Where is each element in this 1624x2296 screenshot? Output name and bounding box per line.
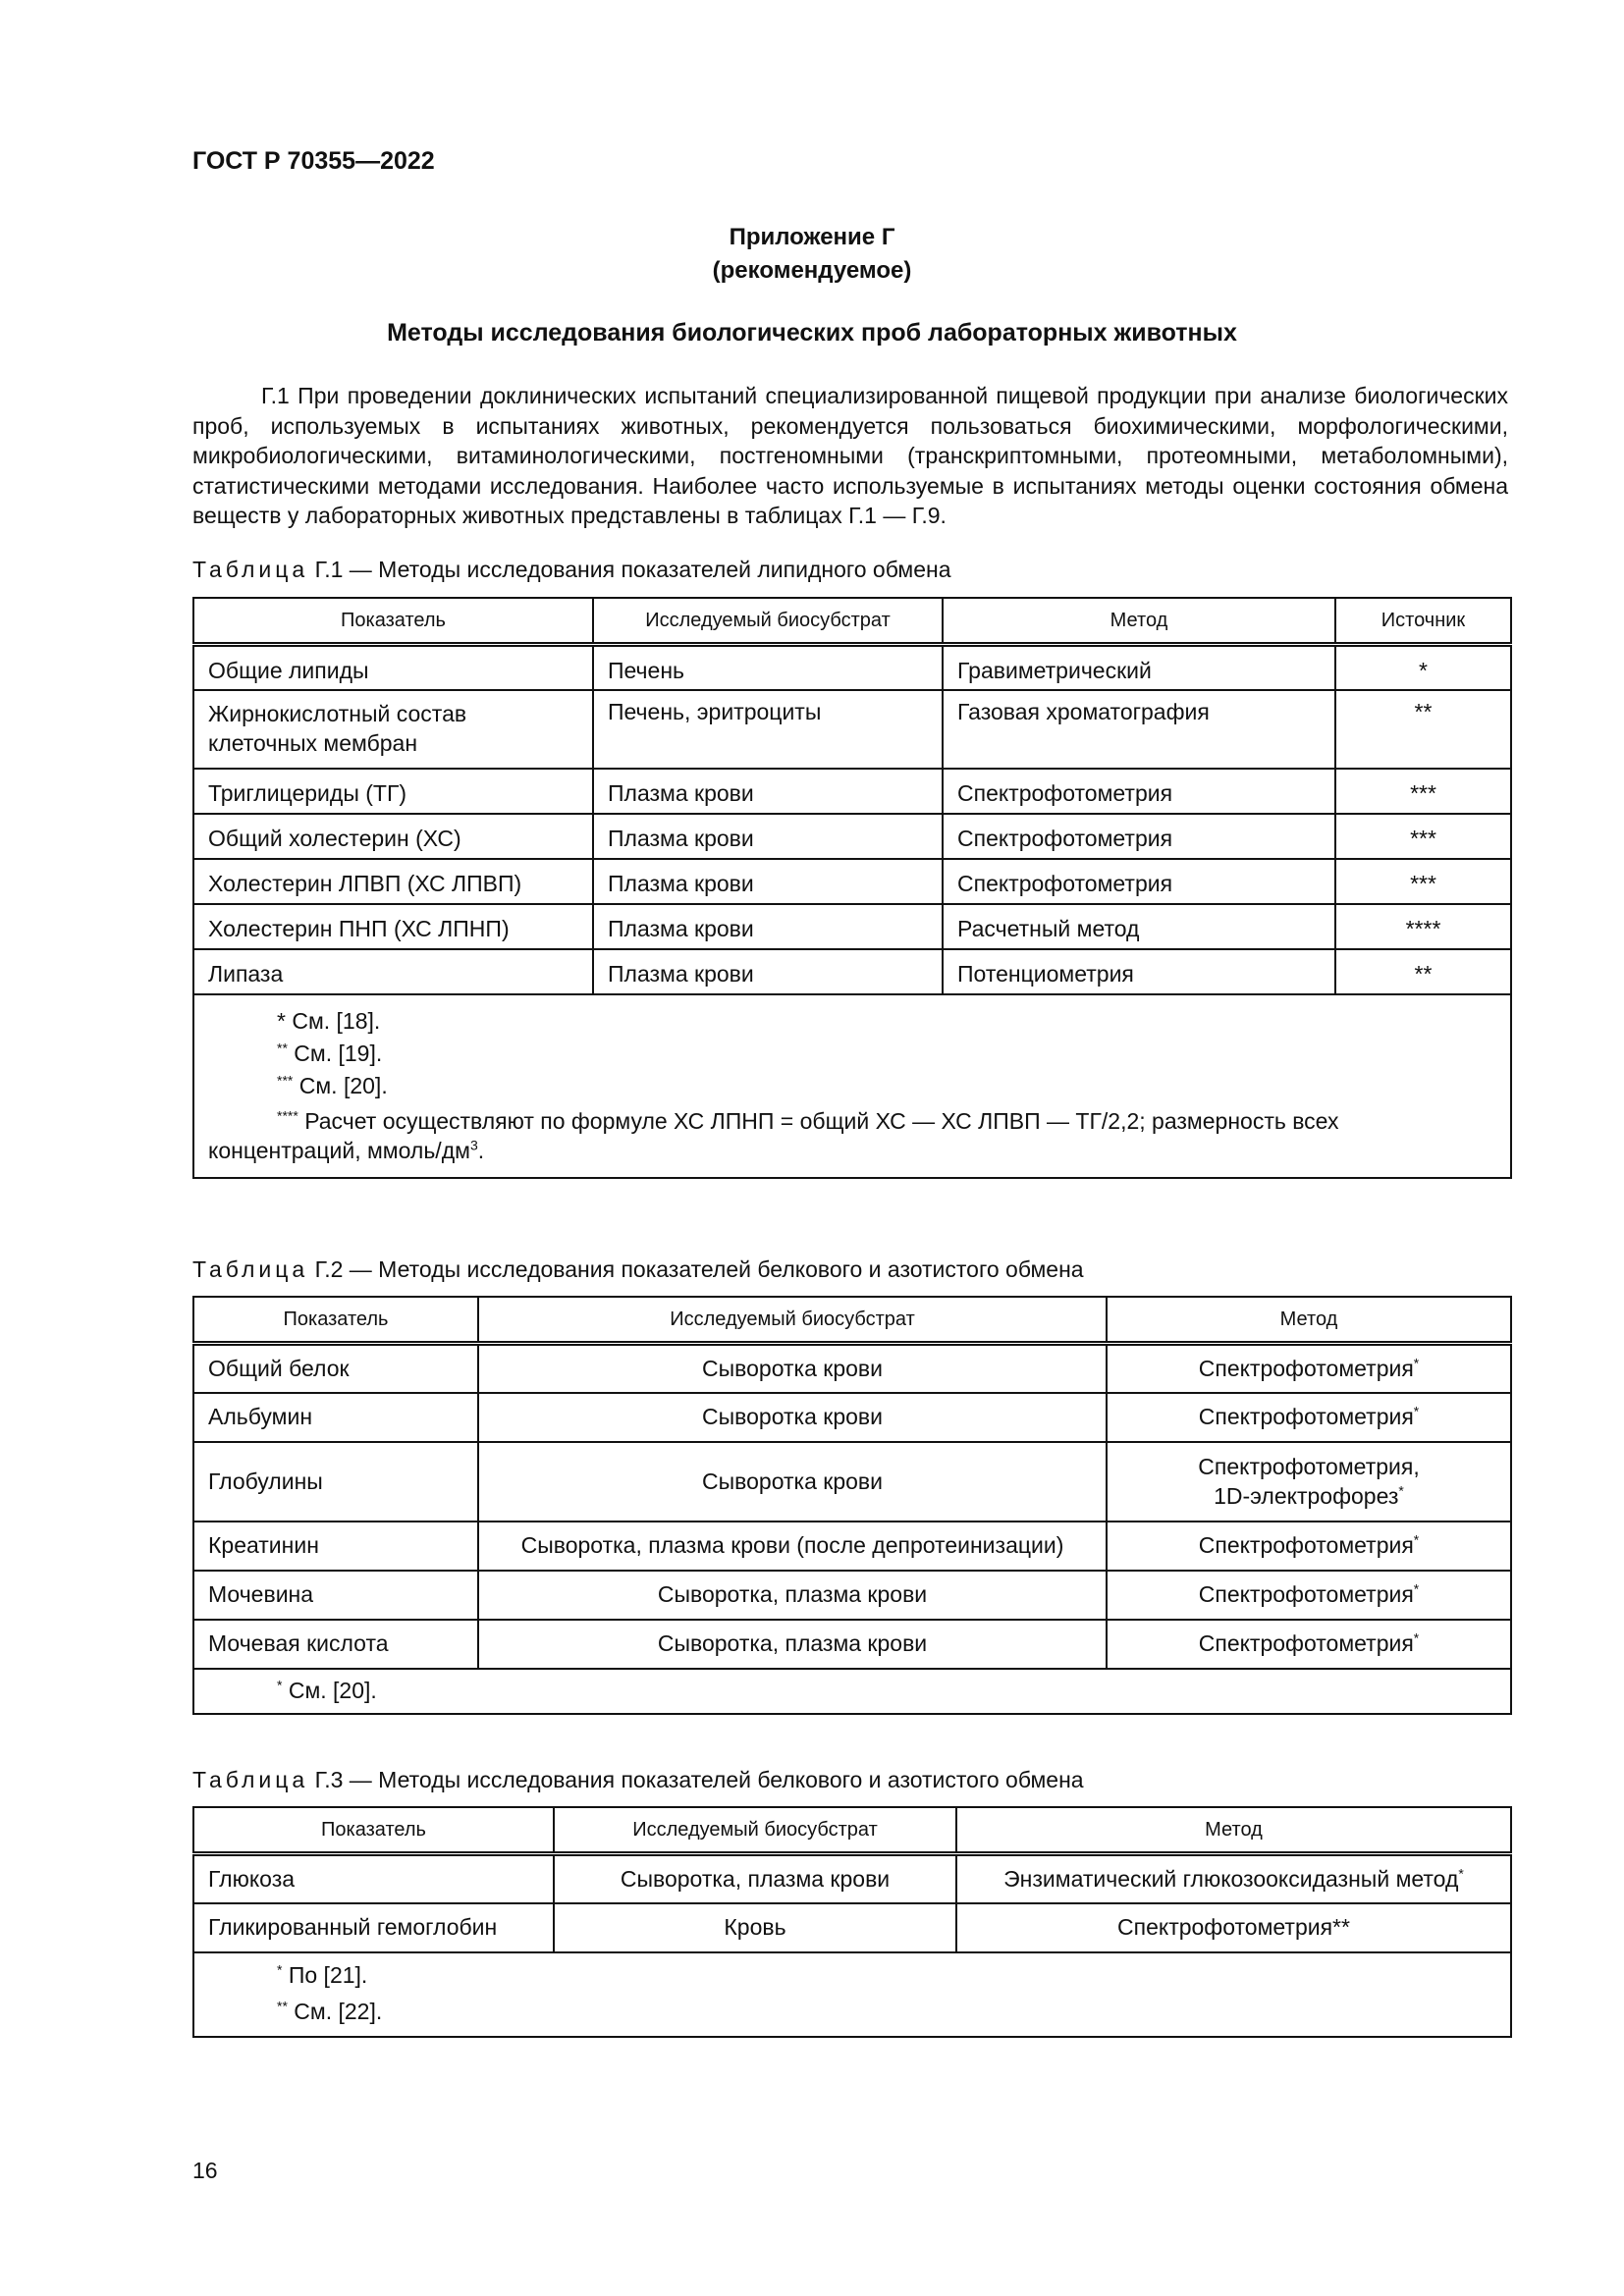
footnote-text: См. [19]. [294, 1040, 383, 1066]
table-cell: Сыворотка, плазма крови [478, 1620, 1107, 1669]
footnote-text: См. [20]. [288, 1678, 377, 1703]
table-cell: Сыворотка, плазма крови [554, 1854, 956, 1903]
table3-header-row [193, 1807, 1511, 1854]
table-cell: Плазма крови [593, 769, 943, 814]
table1-notes-row [193, 994, 1511, 1178]
table-row [193, 1344, 1511, 1393]
table-cell: Холестерин ПНП (ХС ЛПНП) [193, 904, 593, 949]
table2-header: Исследуемый биосубстрат [478, 1297, 1107, 1344]
table3 [192, 1806, 1512, 2038]
table1-header: Метод [943, 598, 1335, 645]
table-cell: Плазма крови [593, 859, 943, 904]
footnote-mark: * [1458, 1865, 1464, 1882]
table1-caption [192, 557, 951, 583]
table-cell: Глобулины [193, 1442, 478, 1522]
footnote-text: По [21]. [288, 1961, 368, 1988]
footnote-mark: * [277, 1960, 283, 1977]
appendix-subtitle: (рекомендуемое) [712, 257, 912, 284]
footnote-mark: *** [277, 1071, 294, 1088]
table3-header: Показатель [193, 1807, 554, 1854]
table-cell: Кровь [554, 1903, 956, 1952]
footnote [208, 1070, 1496, 1102]
table-cell: Холестерин ЛПВП (ХС ЛПВП) [193, 859, 593, 904]
footnote-mark: **** [277, 1106, 298, 1123]
table-cell: Плазма крови [593, 904, 943, 949]
table3-notes [193, 1952, 1511, 2037]
footnote-tail: . [477, 1137, 485, 1163]
table-cell: Печень [593, 645, 943, 690]
table-cell: Спектрофотометрия [943, 769, 1335, 814]
table-row [193, 814, 1511, 859]
footnote-text: См. [22]. [294, 1998, 383, 2024]
footnote-mark: * [1413, 1629, 1420, 1646]
footnote-superscript: 3 [469, 1136, 478, 1152]
table-cell [1107, 1620, 1511, 1669]
table3-header: Исследуемый биосубстрат [554, 1807, 956, 1854]
table-cell: Печень, эритроциты [593, 690, 943, 769]
table1 [192, 597, 1512, 1179]
table1-notes [193, 994, 1511, 1178]
table1-header: Показатель [193, 598, 593, 645]
table-cell: Альбумин [193, 1393, 478, 1442]
method-text: Спектрофотометрия, [1198, 1454, 1420, 1479]
table3-header: Метод [956, 1807, 1511, 1854]
table2-header-row [193, 1297, 1511, 1344]
table-row [193, 1393, 1511, 1442]
table-cell: Мочевая кислота [193, 1620, 478, 1669]
table-label: Таблица [192, 557, 309, 582]
table-cell: Общий холестерин (ХС) [193, 814, 593, 859]
footnote-mark: ** [277, 1997, 288, 2013]
table-cell: Спектрофотометрия [943, 814, 1335, 859]
table-cell: Сыворотка крови [478, 1442, 1107, 1522]
table-cell: Расчетный метод [943, 904, 1335, 949]
table1-header: Источник [1335, 598, 1511, 645]
table-cell: Мочевина [193, 1571, 478, 1620]
source-mark: * [1335, 645, 1511, 690]
footnote-mark: * [1413, 1580, 1420, 1597]
table-cell: Гравиметрический [943, 645, 1335, 690]
table-cell [1107, 1393, 1511, 1442]
table-cell: Сыворотка, плазма крови [478, 1571, 1107, 1620]
table-row [193, 1442, 1511, 1522]
table-cell [1107, 1442, 1511, 1522]
table1-caption-text: Г.1 — Методы исследования показателей липидного обмена [314, 557, 951, 582]
footnote [208, 1005, 1496, 1038]
table-cell: Гликированный гемоглобин [193, 1903, 554, 1952]
table-row [193, 1854, 1511, 1903]
method-text: Энзиматический глюкозооксидазный метод [1003, 1865, 1459, 1892]
footnote [208, 1994, 1496, 2030]
table-label: Таблица [192, 1256, 309, 1282]
table2-header: Метод [1107, 1297, 1511, 1344]
table-cell: Плазма крови [593, 949, 943, 994]
method-text: Спектрофотометрия [1198, 1630, 1414, 1656]
table-cell: Сыворотка крови [478, 1344, 1107, 1393]
table-cell: Плазма крови [593, 814, 943, 859]
table2-notes-row [193, 1669, 1511, 1714]
table3-notes-row [193, 1952, 1511, 2037]
footnote [208, 1957, 1496, 1994]
table2-header: Показатель [193, 1297, 478, 1344]
table-cell [1107, 1522, 1511, 1571]
table-row [193, 690, 1511, 769]
table-label: Таблица [192, 1767, 309, 1792]
table-cell [956, 1854, 1511, 1903]
source-mark: *** [1335, 859, 1511, 904]
table-cell: Жирнокислотный состав клеточных мембран [193, 690, 593, 769]
table-row [193, 769, 1511, 814]
intro-paragraph: Г.1 При проведении доклинических испытаний специализированной пищевой продукции при анализе биологических проб, используемых в испытаниях животных, рекомендуется пользоваться биохимическими, морфологическими, микробиологическими, витаминологическими, постгеномными (транскриптомными, протеомными, метаболомными), статистическими методами исследования. Наиболее часто используемые в испытаниях методы оценки состояния обмена веществ у лабораторных животных представлены в таблицах Г.1 — Г.9. [192, 383, 1508, 528]
footnote-mark: * [1398, 1482, 1404, 1499]
method-text: Спектрофотометрия [1198, 1581, 1414, 1607]
section-title: Методы исследования биологических проб лабораторных животных [387, 319, 1237, 347]
table-cell: Спектрофотометрия [943, 859, 1335, 904]
table-cell: Общий белок [193, 1344, 478, 1393]
table-cell: Спектрофотометрия** [956, 1903, 1511, 1952]
table2-caption-text: Г.2 — Методы исследования показателей белкового и азотистого обмена [314, 1256, 1084, 1282]
table3-caption [192, 1767, 1084, 1793]
table-row [193, 645, 1511, 690]
table2 [192, 1296, 1512, 1715]
table-cell [1107, 1571, 1511, 1620]
method-text: 1D-электрофорез [1214, 1483, 1399, 1509]
source-mark: ** [1335, 949, 1511, 994]
appendix-title: Приложение Г [729, 224, 895, 250]
table-row [193, 904, 1511, 949]
footnote [208, 1038, 1496, 1070]
footnote-mark: * [277, 1007, 286, 1034]
table-cell: Сыворотка, плазма крови (после депротеинизации) [478, 1522, 1107, 1571]
footnote [208, 1675, 1496, 1707]
table-cell: Сыворотка крови [478, 1393, 1107, 1442]
footnote-mark: * [277, 1677, 283, 1693]
footnote-text: См. [18]. [292, 1007, 381, 1034]
footnote-mark: * [1413, 1355, 1420, 1371]
table-row [193, 1522, 1511, 1571]
page-number: 16 [192, 2158, 218, 2183]
table1-header-row [193, 598, 1511, 645]
source-mark: ** [1335, 690, 1511, 769]
source-mark: *** [1335, 769, 1511, 814]
table-cell: Креатинин [193, 1522, 478, 1571]
table1-header: Исследуемый биосубстрат [593, 598, 943, 645]
method-text: Спектрофотометрия [1198, 1404, 1414, 1429]
table-cell: Общие липиды [193, 645, 593, 690]
table-row [193, 1571, 1511, 1620]
table-cell: Газовая хроматография [943, 690, 1335, 769]
table3-caption-text: Г.3 — Методы исследования показателей белкового и азотистого обмена [314, 1767, 1084, 1792]
table-cell: Глюкоза [193, 1854, 554, 1903]
footnote [208, 1106, 1496, 1165]
table-row [193, 859, 1511, 904]
method-text: Спектрофотометрия [1198, 1355, 1414, 1381]
footnote-text: См. [20]. [298, 1072, 388, 1098]
table-cell: Потенциометрия [943, 949, 1335, 994]
footnote-mark: * [1413, 1531, 1420, 1548]
source-mark: *** [1335, 814, 1511, 859]
document-id: ГОСТ Р 70355—2022 [192, 147, 435, 175]
table-cell: Липаза [193, 949, 593, 994]
table-row [193, 1903, 1511, 1952]
source-mark: **** [1335, 904, 1511, 949]
table-cell [1107, 1344, 1511, 1393]
table-row [193, 1620, 1511, 1669]
table2-notes [193, 1669, 1511, 1714]
table-cell: Триглицериды (ТГ) [193, 769, 593, 814]
footnote-mark: ** [277, 1039, 288, 1055]
table2-caption [192, 1256, 1084, 1283]
footnote-text: Расчет осуществляют по формуле ХС ЛПНП = общий ХС — ХС ЛПВП — ТГ/2,2; размерность всех концентраций, ммоль/дм [208, 1107, 1339, 1163]
footnote-mark: * [1413, 1403, 1420, 1419]
method-text: Спектрофотометрия [1198, 1532, 1414, 1558]
table-row [193, 949, 1511, 994]
